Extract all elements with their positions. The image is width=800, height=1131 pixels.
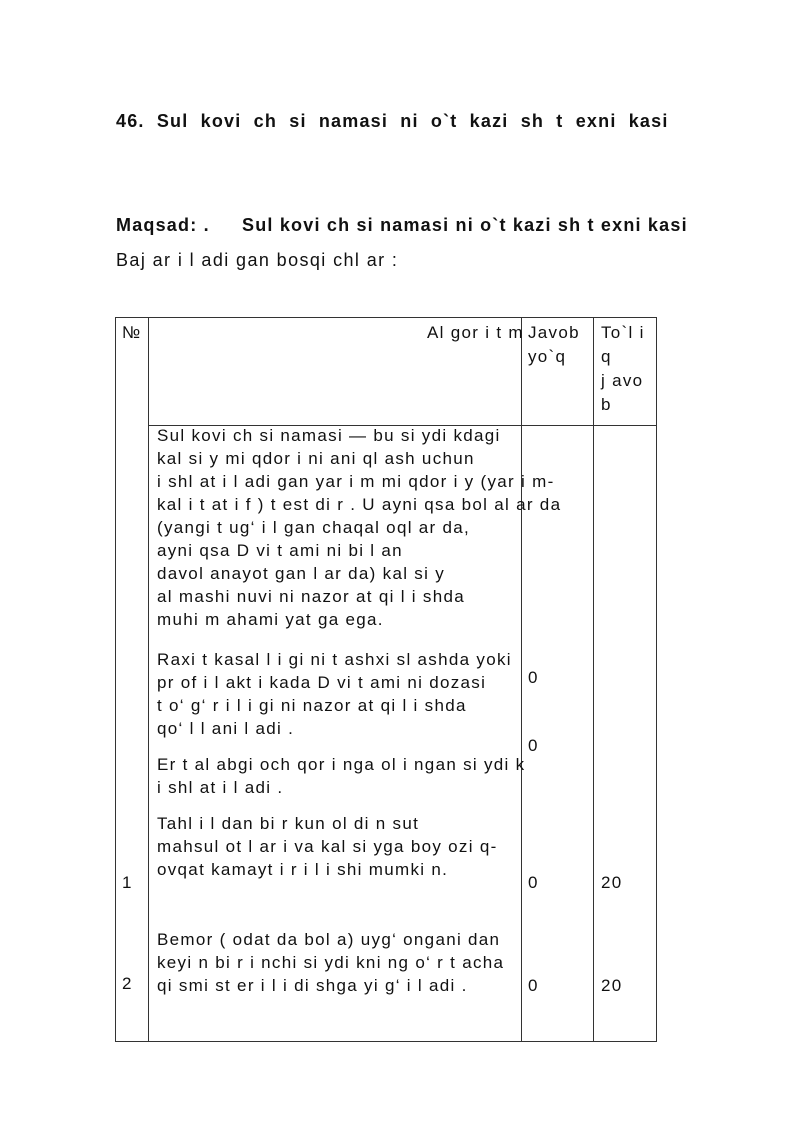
text-line: al mashi nuvi ni nazor at qi l i shda <box>157 587 465 606</box>
text-line: (yangi t ug‘ i l gan chaqal oql ar da, <box>157 518 471 537</box>
goal-line <box>116 215 688 236</box>
goal-text: Sul kovi ch si namasi ni o`t kazi sh t exni kasi <box>242 215 688 235</box>
text-line: pr of i l akt i kada D vi t ami ni dozasi <box>157 673 487 692</box>
answer-value: 0 <box>528 736 539 755</box>
text-line: mahsul ot l ar i va kal si yga boy ozi q- <box>157 837 498 856</box>
intro-paragraph <box>157 812 498 881</box>
header-full-answer-line: j avo <box>601 371 644 390</box>
answer-value: 0 <box>528 668 539 687</box>
text-line: qi smi st er i l i di shga yi g‘ i l adi . <box>157 976 468 995</box>
text-line: kal i t at i f ) t est di r . U ayni qsa bol al ar da <box>157 495 562 514</box>
text-line: qo‘ l l ani l adi . <box>157 719 295 738</box>
text-line: muhi m ahami yat ga ega. <box>157 610 384 629</box>
intro-paragraph <box>157 648 512 740</box>
text-line: ovqat kamayt i r i l i shi mumki n. <box>157 860 449 879</box>
header-algorithm: Al gor i t m <box>427 323 524 342</box>
text-line: Bemor ( odat da bol a) uyg‘ ongani dan <box>157 930 501 949</box>
text-line: Sul kovi ch si namasi — bu si ydi kdagi <box>157 426 501 445</box>
row-number: 1 <box>122 873 133 892</box>
algorithm-table <box>115 317 657 1042</box>
header-full-answer <box>601 321 645 417</box>
column-divider <box>593 318 594 1041</box>
intro-paragraph <box>157 753 525 799</box>
row-number: 2 <box>122 974 133 993</box>
header-answer-no-line: yo`q <box>528 347 567 366</box>
text-line: i shl at i l adi gan yar i m mi qdor i y (yar i m- <box>157 472 555 491</box>
header-number: № <box>122 323 142 342</box>
document-title: 46. Sul kovi ch si namasi ni o`t kazi sh t exni kasi <box>116 111 669 131</box>
header-full-answer-line: b <box>601 395 612 414</box>
goal-label: Maqsad: . <box>116 215 210 235</box>
header-full-answer-line: q <box>601 347 612 366</box>
answer-value: 0 <box>528 976 539 995</box>
full-answer-value: 20 <box>601 873 623 892</box>
column-divider <box>148 318 149 1041</box>
header-answer-no-line: Javob <box>528 323 580 342</box>
steps-label: Baj ar i l adi gan bosqi chl ar : <box>116 250 399 270</box>
text-line: davol anayot gan l ar da) kal si y <box>157 564 446 583</box>
text-line: ayni qsa D vi t ami ni bi l an <box>157 541 403 560</box>
text-line: Tahl i l dan bi r kun ol di n sut <box>157 814 420 833</box>
text-line: t o‘ g‘ r i l i gi ni nazor at qi l i shda <box>157 696 467 715</box>
text-line: Raxi t kasal l i gi ni t ashxi sl ashda yoki <box>157 650 512 669</box>
header-answer-no <box>528 321 580 369</box>
step-text <box>157 928 504 997</box>
text-line: keyi n bi r i nchi si ydi kni ng o‘ r t acha <box>157 953 505 972</box>
full-answer-value: 20 <box>601 976 623 995</box>
header-full-answer-line: To`l i <box>601 323 645 342</box>
text-line: Er t al abgi och qor i nga ol i ngan si ydi k <box>157 755 526 774</box>
text-line: i shl at i l adi . <box>157 778 284 797</box>
intro-paragraph <box>157 424 561 631</box>
text-line: kal si y mi qdor i ni ani ql ash uchun <box>157 449 475 468</box>
answer-value: 0 <box>528 873 539 892</box>
